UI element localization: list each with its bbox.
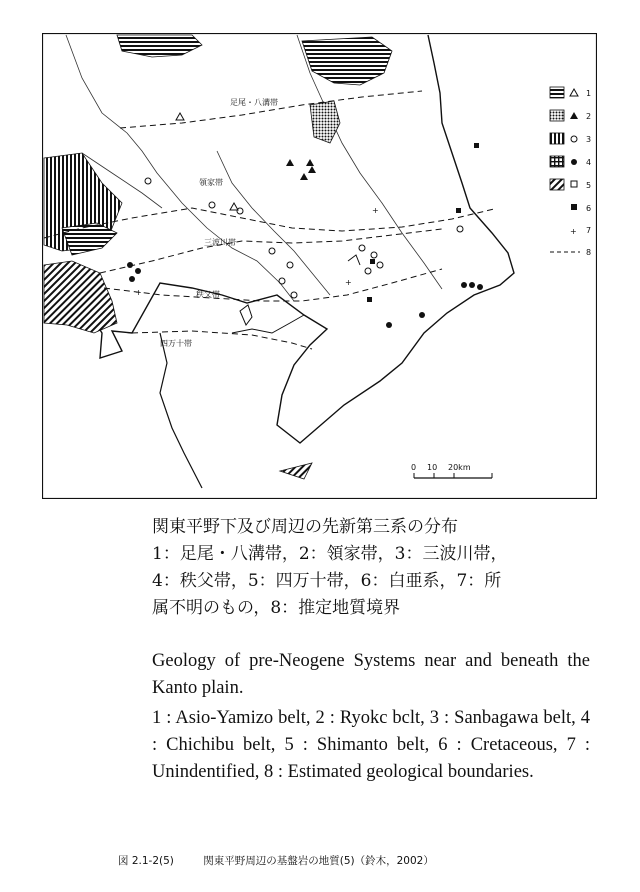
square-filled xyxy=(474,143,479,148)
square-filled xyxy=(370,259,375,264)
caption-jp-line-3: 4：秩父帯，5：四万十帯，6：白亜系，7：所 xyxy=(152,571,502,591)
english-caption xyxy=(152,648,590,786)
legend-swatch-3 xyxy=(550,133,564,144)
region-label-chichibu: 秩父帯 xyxy=(196,290,220,299)
legend-number-5: 5 xyxy=(586,181,592,190)
legend-number-3: 3 xyxy=(586,135,592,144)
caption-jp-line-4: 属不明のもの，8：推定地質境界 xyxy=(152,598,401,618)
region-label-shimanto: 四万十帯 xyxy=(160,339,192,348)
region-label-ryoke: 領家帯 xyxy=(199,178,223,187)
caption-jp-line-1: 関東平野下及び周辺の先新第三系の分布 xyxy=(152,517,458,537)
plus-marker: + xyxy=(345,278,352,287)
figure-title: 関東平野周辺の基盤岩の地質(5)（鈴木，2002） xyxy=(203,855,434,867)
legend-symbol-6 xyxy=(571,204,577,210)
legend-number-8: 8 xyxy=(586,248,592,257)
circle-filled xyxy=(477,284,483,290)
scale-label-20: 20km xyxy=(448,463,471,472)
circle-filled xyxy=(135,268,141,274)
legend-swatch-4 xyxy=(550,156,564,167)
square-filled xyxy=(456,208,461,213)
circle-filled xyxy=(129,276,135,282)
circle-filled xyxy=(127,262,133,268)
japanese-caption xyxy=(152,514,592,622)
circle-filled xyxy=(419,312,425,318)
circle-filled xyxy=(469,282,475,288)
region-label-sanbagawa: 三波川帯 xyxy=(204,238,236,247)
circle-filled xyxy=(386,322,392,328)
geology-map xyxy=(42,33,597,499)
legend-number-4: 4 xyxy=(586,158,592,167)
scale-label-10: 10 xyxy=(427,463,438,472)
legend-number-6: 6 xyxy=(586,204,592,213)
legend-symbol-7: + xyxy=(570,227,577,236)
caption-jp-line-2: 1：足尾・八溝帯，2：領家帯，3：三波川帯， xyxy=(152,544,508,564)
legend-number-2: 2 xyxy=(586,112,592,121)
plus-marker: + xyxy=(135,288,142,297)
region-label-asio: 足尾・八溝帯 xyxy=(230,98,278,107)
legend-swatch-5 xyxy=(550,179,564,190)
legend-number-1: 1 xyxy=(586,89,592,98)
legend-symbol-4 xyxy=(571,159,577,165)
square-filled xyxy=(367,297,372,302)
caption-en-title: Geology of pre-Neogene Systems near and beneath the Kanto plain. xyxy=(152,651,590,698)
legend-swatch-2 xyxy=(550,110,564,121)
scale-label-0: 0 xyxy=(411,463,417,472)
caption-en-legend: 1 : Asio-Yamizo belt, 2 : Ryokc bclt, 3 : Sanbagawa belt, 4 : Chichibu belt, 5 : Shimanto belt, 6 : Cretaceous, 7 : Unindentified, 8 : Estimated geological boundaries. xyxy=(152,708,590,782)
figure-caption xyxy=(118,853,460,868)
legend-number-7: 7 xyxy=(586,226,592,235)
legend-swatch-1 xyxy=(550,87,564,98)
figure-number: 図 2.1-2(5) xyxy=(118,855,174,867)
plus-marker: + xyxy=(372,206,379,215)
circle-filled xyxy=(461,282,467,288)
